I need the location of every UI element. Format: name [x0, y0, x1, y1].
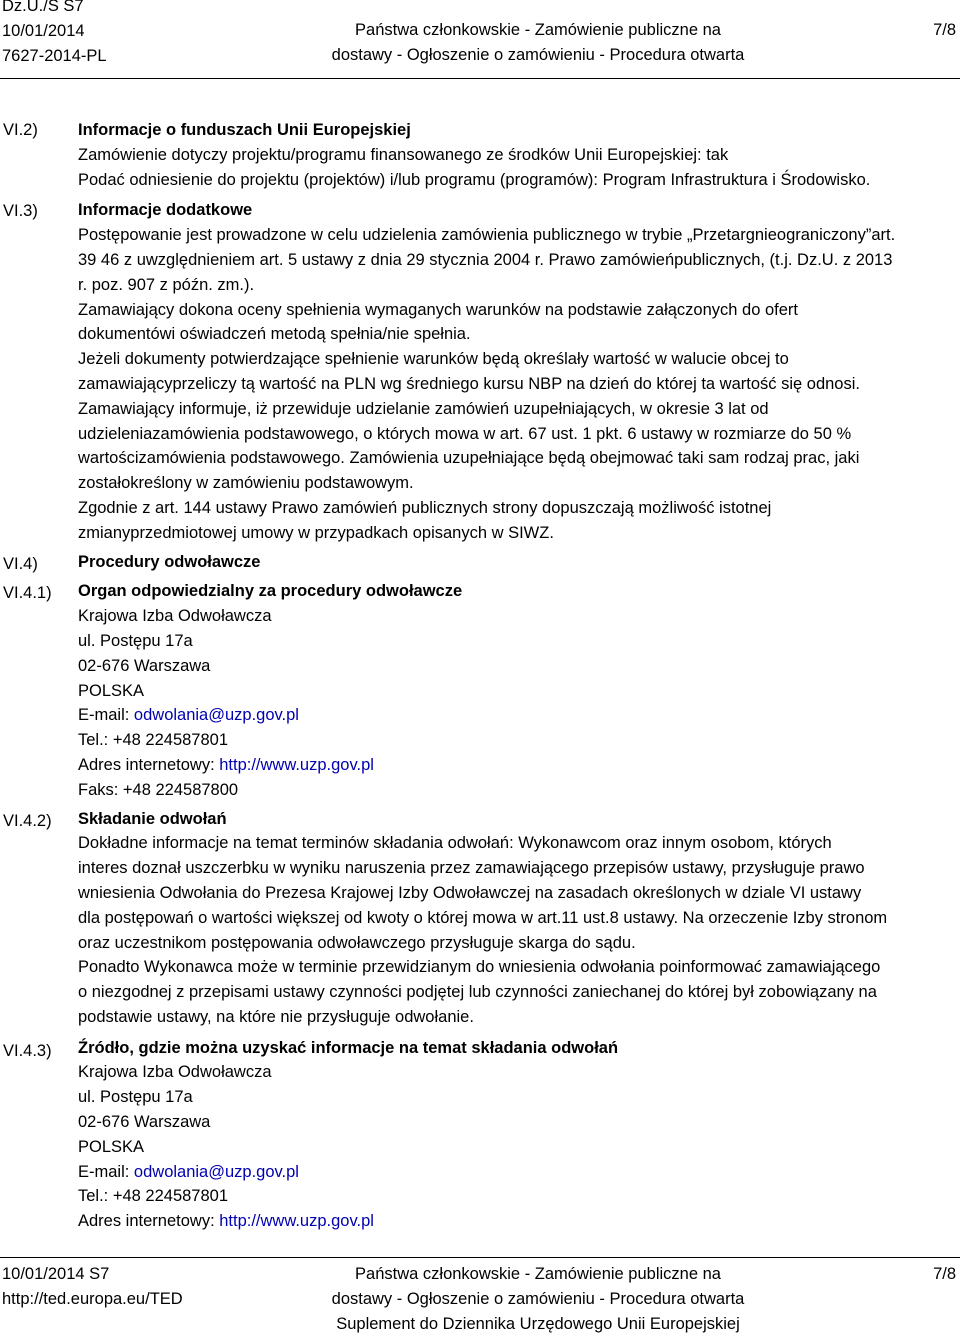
section-vi42 — [78, 807, 958, 1030]
section-vi2 — [78, 118, 958, 192]
header-doc-id: 7627-2014-PL — [2, 46, 107, 65]
section-vi3 — [78, 198, 958, 545]
text-line: Jeżeli dokumenty potwierdzające spełnienie warunków będą określały wartość w walucie obcej to — [78, 350, 789, 369]
email-label: E-mail: — [78, 706, 134, 725]
text-line: interes doznał uszczerbku w wyniku naruszenia przez zamawiającego przepisów ustawy, przysługuje prawo — [78, 859, 865, 878]
org-name: Krajowa Izba Odwoławcza — [78, 607, 272, 626]
org-city: 02-676 Warszawa — [78, 656, 211, 675]
text-line: dokumentówi oświadczeń metodą spełnia/nie spełnia. — [78, 325, 471, 344]
text-line: zostałokreślony w zamówieniu podstawowym. — [78, 474, 414, 493]
email-label: E-mail: — [78, 1162, 134, 1181]
website-label: Adres internetowy: — [78, 1212, 220, 1231]
header-rule — [0, 78, 960, 79]
footer-date: 10/01/2014 S7 — [2, 1265, 110, 1283]
text-line: podstawie ustawy, na które nie przysługuje odwołanie. — [78, 1007, 474, 1026]
section-title: Organ odpowiedzialny za procedury odwoławcze — [78, 582, 463, 601]
website-link[interactable]: http://www.uzp.gov.pl — [219, 1212, 374, 1231]
text-line: Zamawiający informuje, iż przewiduje udzielanie zamówień uzupełniających, w okresie 3 lat od — [78, 399, 769, 418]
section-vi41 — [78, 579, 958, 802]
text-line: 39 46 z uwzględnieniem art. 5 ustawy z dnia 29 stycznia 2004 r. Prawo zamówieńpublicznych, (t.j. Dz.U. z 2013 — [78, 250, 893, 269]
footer-title-line-1: Państwa członkowskie - Zamówienie publiczne na — [355, 1265, 721, 1283]
footer-page-number: 7/8 — [933, 1265, 956, 1283]
org-email — [78, 703, 958, 728]
org-name: Krajowa Izba Odwoławcza — [78, 1063, 272, 1082]
header-title-line-2: dostawy - Ogłoszenie o zamówieniu - Procedura otwarta — [331, 45, 745, 64]
org-phone: Tel.: +48 224587801 — [78, 1187, 229, 1206]
org-street: ul. Postępu 17a — [78, 631, 193, 650]
header-title — [238, 18, 838, 68]
text-line: Postępowanie jest prowadzone w celu udzielenia zamówienia publicznego w trybie „Przetargnieograniczony”art. — [78, 226, 896, 245]
text-line: udzieleniazamówienia podstawowego, o których mowa w art. 67 ust. 1 pkt. 6 ustawy w rozmiarze do 50 % — [78, 424, 852, 443]
org-city: 02-676 Warszawa — [78, 1113, 211, 1132]
text-line: wartościzamówienia podstawowego. Zamówienia uzupełniające będą obejmować taki sam rodzaj prac, jaki — [78, 449, 860, 468]
header-left — [2, 0, 107, 68]
section-number-vi4: VI.4) — [3, 555, 38, 573]
org-country: POLSKA — [78, 1137, 145, 1156]
text-line: Zamawiający dokona oceny spełnienia wymaganych warunków na podstawie załączonych do ofert — [78, 300, 798, 319]
org-email — [78, 1160, 958, 1185]
email-link[interactable]: odwolania@uzp.gov.pl — [133, 706, 299, 725]
org-phone: Tel.: +48 224587801 — [78, 731, 229, 750]
section-title: Procedury odwoławcze — [78, 552, 261, 571]
section-title: Informacje dodatkowe — [78, 201, 253, 220]
section-number-vi43: VI.4.3) — [3, 1042, 52, 1060]
email-link[interactable]: odwolania@uzp.gov.pl — [133, 1162, 299, 1181]
header-title-line-1: Państwa członkowskie - Zamówienie publiczne na — [355, 21, 721, 39]
section-title: Informacje o funduszach Unii Europejskiej — [78, 121, 411, 139]
org-website — [78, 753, 958, 778]
text-line: o niezgodnej z przepisami ustawy czynności podjętej lub czynności zaniechanej do której był zobowiązany na — [78, 983, 877, 1002]
text-line: Zgodnie z art. 144 ustawy Prawo zamówień publicznych strony dopuszczają możliwość istotnej — [78, 498, 772, 517]
website-link[interactable]: http://www.uzp.gov.pl — [219, 755, 374, 774]
section-number-vi41: VI.4.1) — [3, 584, 52, 602]
footer-url: http://ted.europa.eu/TED — [2, 1289, 183, 1308]
org-fax: Faks: +48 224587800 — [78, 780, 239, 799]
text-line: Ponadto Wykonawca może w terminie przewidzianym do wniesienia odwołania poinformować zamawiającego — [78, 958, 881, 977]
header-date: 10/01/2014 — [2, 21, 85, 40]
section-number-vi3: VI.3) — [3, 202, 38, 220]
text-line: Zamówienie dotyczy projektu/programu finansowanego ze środków Unii Europejskiej: tak — [78, 145, 729, 164]
header-page-number: 7/8 — [933, 21, 956, 39]
text-line: zamawiającyprzeliczy tą wartość na PLN wg średniego kursu NBP na dzień do której ta wartość się odnosi. — [78, 374, 860, 393]
org-country: POLSKA — [78, 681, 145, 700]
document-body — [78, 118, 958, 1234]
text-line: wniesienia Odwołania do Prezesa Krajowej Izby Odwoławczej na zasadach określonych w dziale VI ustawy — [78, 883, 862, 902]
section-vi43 — [78, 1036, 958, 1234]
text-line: zmianyprzedmiotowej umowy w przypadkach opisanych w SIWZ. — [78, 523, 554, 542]
text-line: dla postępowań o wartości większej od kwoty o której mowa w art.11 ust.8 ustawy. Na orzeczenie Izby stronom — [78, 908, 888, 927]
footer-rule — [0, 1257, 960, 1258]
section-number-vi42: VI.4.2) — [3, 812, 52, 830]
section-title: Składanie odwołań — [78, 809, 227, 828]
section-title: Źródło, gdzie można uzyskać informacje na temat składania odwołań — [78, 1038, 619, 1057]
website-label: Adres internetowy: — [78, 755, 220, 774]
text-line: oraz uczestnikom postępowania odwoławczego przysługuje skarga do sądu. — [78, 933, 636, 952]
text-line: Dokładne informacje na temat terminów składania odwołań: Wykonawcom oraz innym osobom, których — [78, 834, 832, 853]
footer-title — [238, 1262, 838, 1336]
footer-left — [2, 1262, 183, 1312]
footer-title-line-3: Suplement do Dziennika Urzędowego Unii Europejskiej — [336, 1314, 740, 1333]
header-journal: Dz.U./S S7 — [2, 0, 84, 15]
org-website — [78, 1209, 958, 1234]
footer-title-line-2: dostawy - Ogłoszenie o zamówieniu - Procedura otwarta — [331, 1289, 745, 1308]
text-line: r. poz. 907 z późn. zm.). — [78, 275, 255, 294]
org-street: ul. Postępu 17a — [78, 1088, 193, 1107]
section-vi4 — [78, 550, 958, 575]
text-line: Podać odniesienie do projektu (projektów) i/lub programu (programów): Program Infrastruktura i Środowisko. — [78, 170, 871, 189]
section-number-vi2: VI.2) — [3, 121, 38, 139]
